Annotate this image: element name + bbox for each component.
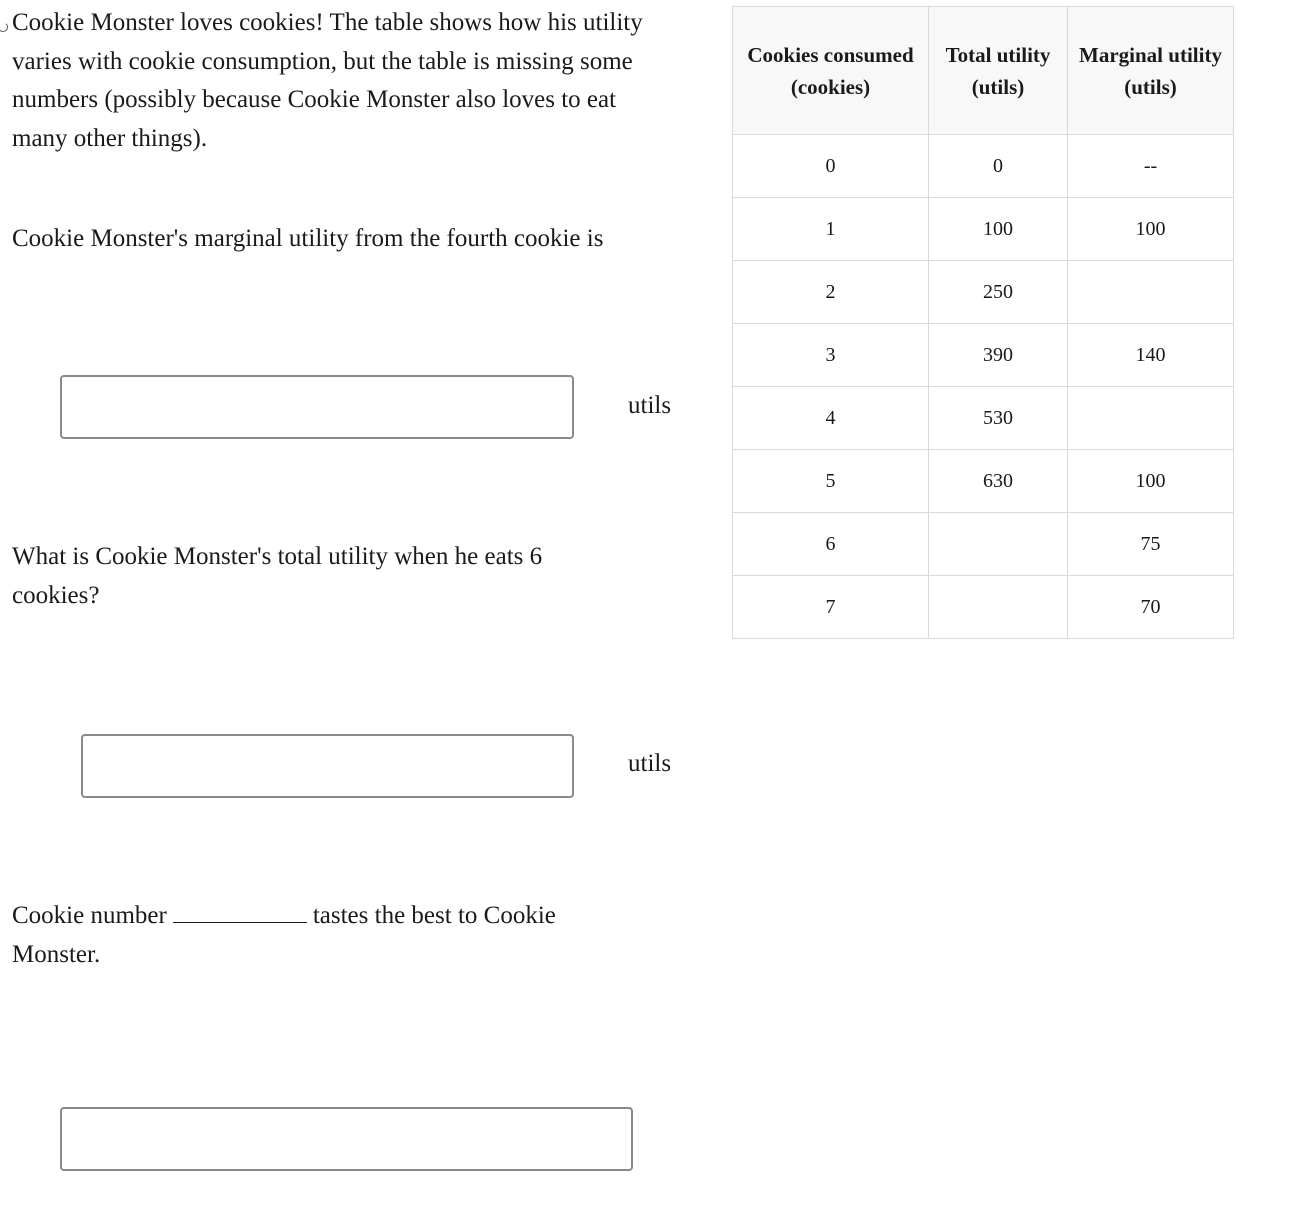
cell-marginal-utility: 140 [1068,324,1234,387]
intro-text: Cookie Monster loves cookies! The table shows how his utility varies with cookie consumption, but the table is missing some numbers (possibly because Cookie Monster also loves to eat many other things). [12,9,643,152]
cell-total-utility: 100 [929,198,1068,261]
cell-marginal-utility [1068,387,1234,450]
cell-total-utility: 630 [929,450,1068,513]
total-utility-six-cookies-input[interactable] [81,734,574,798]
cell-marginal-utility: 70 [1068,576,1234,639]
question-1-unit: utils [628,392,672,419]
table-row [733,387,1234,450]
question-bullet-icon [0,22,8,32]
table-row [733,324,1234,387]
marginal-utility-fourth-cookie-input[interactable] [60,375,574,439]
question-1-prompt: Cookie Monster's marginal utility from the fourth cookie is [12,225,604,252]
question-3-prompt-before: Cookie number [12,902,167,929]
header-cookies-consumed: Cookies consumed (cookies) [733,7,929,135]
question-3-prompt-after: tastes the best to Cookie Monster. [12,902,556,968]
cell-marginal-utility: -- [1068,135,1234,198]
question-3-prompt [12,897,572,974]
cell-cookies: 0 [733,135,929,198]
table-row [733,135,1234,198]
cell-cookies: 1 [733,198,929,261]
cell-total-utility: 250 [929,261,1068,324]
cell-marginal-utility: 100 [1068,198,1234,261]
cell-total-utility: 390 [929,324,1068,387]
cell-cookies: 3 [733,324,929,387]
cell-cookies: 5 [733,450,929,513]
cell-total-utility: 530 [929,387,1068,450]
table-row [733,513,1234,576]
table-header-row [733,7,1234,135]
cell-marginal-utility: 75 [1068,513,1234,576]
table-row [733,198,1234,261]
cell-marginal-utility: 100 [1068,450,1234,513]
cell-cookies: 2 [733,261,929,324]
cell-total-utility [929,513,1068,576]
utility-table [732,6,1234,639]
header-marginal-utility: Marginal utility (utils) [1068,7,1234,135]
header-total-utility: Total utility (utils) [929,7,1068,135]
cell-total-utility [929,576,1068,639]
question-2-prompt: What is Cookie Monster's total utility when he eats 6 cookies? [12,543,543,609]
cell-cookies: 6 [733,513,929,576]
cell-cookies: 4 [733,387,929,450]
question-3-blank [173,898,307,923]
best-cookie-number-input[interactable] [60,1107,633,1171]
cell-cookies: 7 [733,576,929,639]
question-2-unit: utils [628,750,672,777]
cell-total-utility: 0 [929,135,1068,198]
cell-marginal-utility [1068,261,1234,324]
table-row [733,261,1234,324]
table-row [733,576,1234,639]
table-row [733,450,1234,513]
